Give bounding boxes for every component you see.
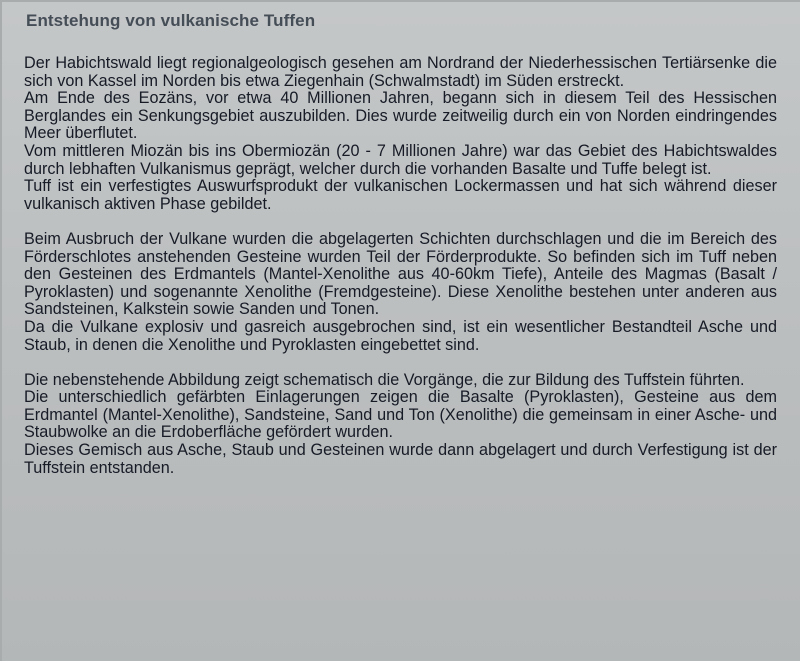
page-title: Entstehung von vulkanische Tuffen [26,11,316,30]
section-illustration-note [24,372,777,478]
section-history [24,55,777,213]
paragraph: Die nebenstehende Abbildung zeigt schematisch die Vorgänge, die zur Bildung des Tuffstein führten. [24,370,745,389]
paragraph: Tuff ist ein verfestigtes Auswurfsprodukt der vulkanischen Lockermassen und hat sich während dieser vulkanisch aktiven Phase gebildet. [24,177,777,213]
paragraph-spacer [24,354,777,372]
section-eruption [24,231,777,354]
paragraph: Beim Ausbruch der Vulkane wurden die abgelagerten Schichten durchschlagen und die im Bereich des Förderschlotes anstehenden Gesteine wurden Teil der Förderprodukte. So befinden sich im Tuff neben den Gesteinen des Erdmantels (Mantel-Xenolithe aus 40-60km Tiefe), Anteile des Magmas (Basalt / Pyroklasten) und sogenannte Xenolithe (Fremdgesteine). Diese Xenolithe bestehen unter anderen aus Sandsteinen, Kalkstein sowie Sanden und Tonen. [24,229,777,319]
paragraph: Die unterschiedlich gefärbten Einlagerungen zeigen die Basalte (Pyroklasten), Gesteine aus dem Erdmantel (Mantel-Xenolithe), Sandsteine, Sand und Ton (Xenolithe) die gemeinsam in einer Asche- und Staubwolke an die Erdoberfläche gefördert wurden. [24,388,777,442]
paragraph: Am Ende des Eozäns, vor etwa 40 Millionen Jahren, begann sich in diesem Teil des Hessischen Berglandes ein Senkungsgebiet auszubilden. Dies wurde zeitweilig durch ein von Norden eindringendes Meer überflutet. [24,89,777,143]
paragraph-spacer [24,213,777,231]
paragraph: Der Habichtswald liegt regionalgeologisch gesehen am Nordrand der Niederhessischen Tertiärsenke die sich von Kassel im Norden bis etwa Ziegenhain (Schwalmstadt) im Süden erstreckt. [24,54,777,90]
paragraph: Vom mittleren Miozän bis ins Obermiozän (20 - 7 Millionen Jahre) war das Gebiet des Habichtswaldes durch lebhaften Vulkanismus geprägt, welcher durch die vorhanden Basalte und Tuffe belegt ist. [24,141,777,178]
paragraph: Dieses Gemisch aus Asche, Staub und Gesteinen wurde dann abgelagert und durch Verfestigung ist der Tuffstein entstanden. [24,441,777,477]
paragraph: Da die Vulkane explosiv und gasreich ausgebrochen sind, ist ein wesentlicher Bestandteil Asche und Staub, in denen die Xenolithe und Pyroklasten eingebettet sind. [24,317,777,354]
body-text [24,55,777,477]
